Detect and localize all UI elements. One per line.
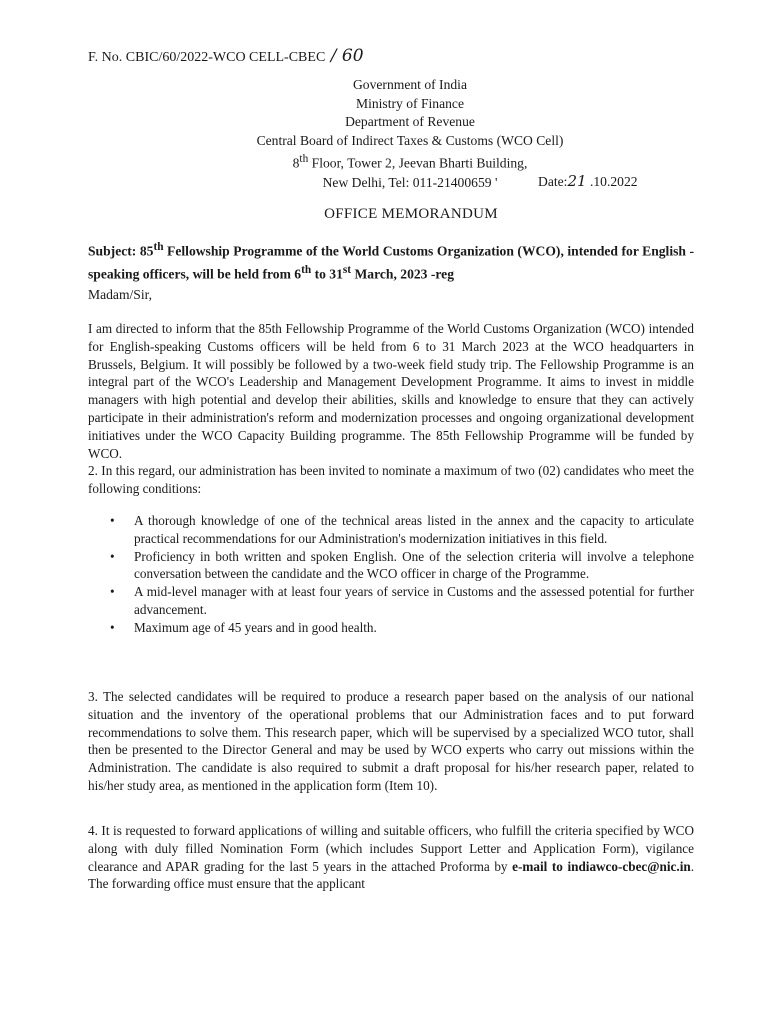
list-item — [110, 548, 694, 584]
date-label: Date: — [538, 174, 568, 189]
address-text: Floor, Tower 2, Jeevan Bharti Building, — [311, 155, 528, 171]
bullet-icon: • — [110, 619, 115, 635]
paragraph-1: I am directed to inform that the 85th Fellowship Programme of the World Customs Organization (WCO) intended for English-speaking Customs officers will be held from 6 to 31 March 2023 at the WCO headquarters in Brussels, Belgium. It will possibly be followed by a two-week field study trip. The Fellowship Programme is an integral part of the WCO's Leadership and Management Development Programme. It aims to invest in middle managers with high potential and develop their abilities, skills and knowledge to ensure that they can actively participate in their administration's reform and modernization processes and ongoing organizational development initiatives under the WCO Capacity Building programme. The 85th Fellowship Programme will be funded by WCO. — [88, 321, 694, 461]
subject-text-1: Fellowship Programme of the World Customs Organization (WCO), intended for English -speaking officers, will be held from 6 — [88, 243, 695, 282]
file-number — [88, 46, 364, 66]
file-number-handwritten: / 60 — [330, 46, 364, 66]
list-item-text: Maximum age of 45 years and in good health. — [134, 619, 377, 635]
list-item — [110, 619, 694, 637]
subject-sup-st: st — [342, 263, 352, 276]
memo-date — [538, 172, 638, 190]
letterhead-line-government: Government of India — [352, 77, 467, 92]
letterhead-line-ministry: Ministry of Finance — [356, 95, 464, 111]
subject-text-3: March, 2023 -reg — [351, 266, 455, 282]
paragraph-3: 3. The selected candidates will be required to produce a research paper based on the analysis of our national situation and the inventory of the operational problems that our Administration faces and to put forward recommendations to solve them. This research paper, which will be supervised by a specialized WCO tutor, shall then be presented to the Director General and may be used by WCO experts who carry out missions within the Administration. The candidate is also required to submit a draft proposal for his/her research paper, related to his/her study area, as mentioned in the application form (Item 10). — [88, 689, 694, 793]
paragraph-2: 2. In this regard, our administration has been invited to nominate a maximum of two (02) candidates who meet the following conditions: — [88, 463, 694, 496]
list-item-text: A thorough knowledge of one of the technical areas listed in the annex and the capacity to articulate practical recommendations for our Administration's modernization initiatives in this field. — [134, 513, 694, 546]
date-rest: .10.2022 — [589, 174, 638, 189]
letterhead-line-address — [130, 150, 690, 173]
memo-title: OFFICE MEMORANDUM — [324, 206, 498, 222]
date-handwritten-day: 21 — [567, 172, 587, 190]
list-item-text: Proficiency in both written and spoken English. One of the selection criteria will involve a telephone conversation between the candidate and the WCO officer in charge of the Programme. — [134, 548, 694, 582]
memo-subject — [88, 238, 694, 283]
subject-sup-th: th — [153, 241, 164, 253]
bullet-icon: • — [110, 513, 115, 528]
file-number-text: F. No. CBIC/60/2022-WCO CELL-CBEC — [88, 50, 326, 65]
letterhead-line-department: Department of Revenue — [345, 114, 475, 130]
list-item-text: A mid-level manager with at least four years of service in Customs and the assessed potential for further advancement. — [134, 584, 694, 617]
letterhead-line-board: Central Board of Indirect Taxes & Customs (WCO Cell) — [256, 132, 564, 148]
floor-number: 8 — [292, 155, 300, 171]
contact-email-link[interactable]: e-mail to indiawco-cbec@nic.in — [512, 858, 691, 874]
subject-prefix: Subject: 85 — [88, 243, 154, 259]
paragraph-4-end: . The forwarding office must ensure that the applicant — [88, 858, 694, 892]
paragraph-4-text: 4. It is requested to forward applications of willing and suitable officers, who fulfill the criteria specified by WCO along with duly filled Nomination Form (which includes Support Letter and Application Form), vigilance clearance and APAR grading for the last 5 years in the attached Proforma by — [88, 823, 694, 874]
salutation: Madam/Sir, — [88, 287, 153, 302]
paragraph-4 — [88, 822, 694, 893]
conditions-list — [110, 512, 694, 637]
subject-sup-th-2: th — [301, 263, 312, 276]
bullet-icon: • — [110, 584, 115, 600]
bullet-icon: • — [110, 548, 115, 564]
list-item — [110, 512, 694, 548]
subject-text-2: to 31 — [311, 266, 343, 282]
floor-suffix: th — [299, 153, 309, 166]
letterhead-line-city: New Delhi, Tel: 011-21400659 ' — [322, 174, 498, 190]
list-item — [110, 583, 694, 619]
